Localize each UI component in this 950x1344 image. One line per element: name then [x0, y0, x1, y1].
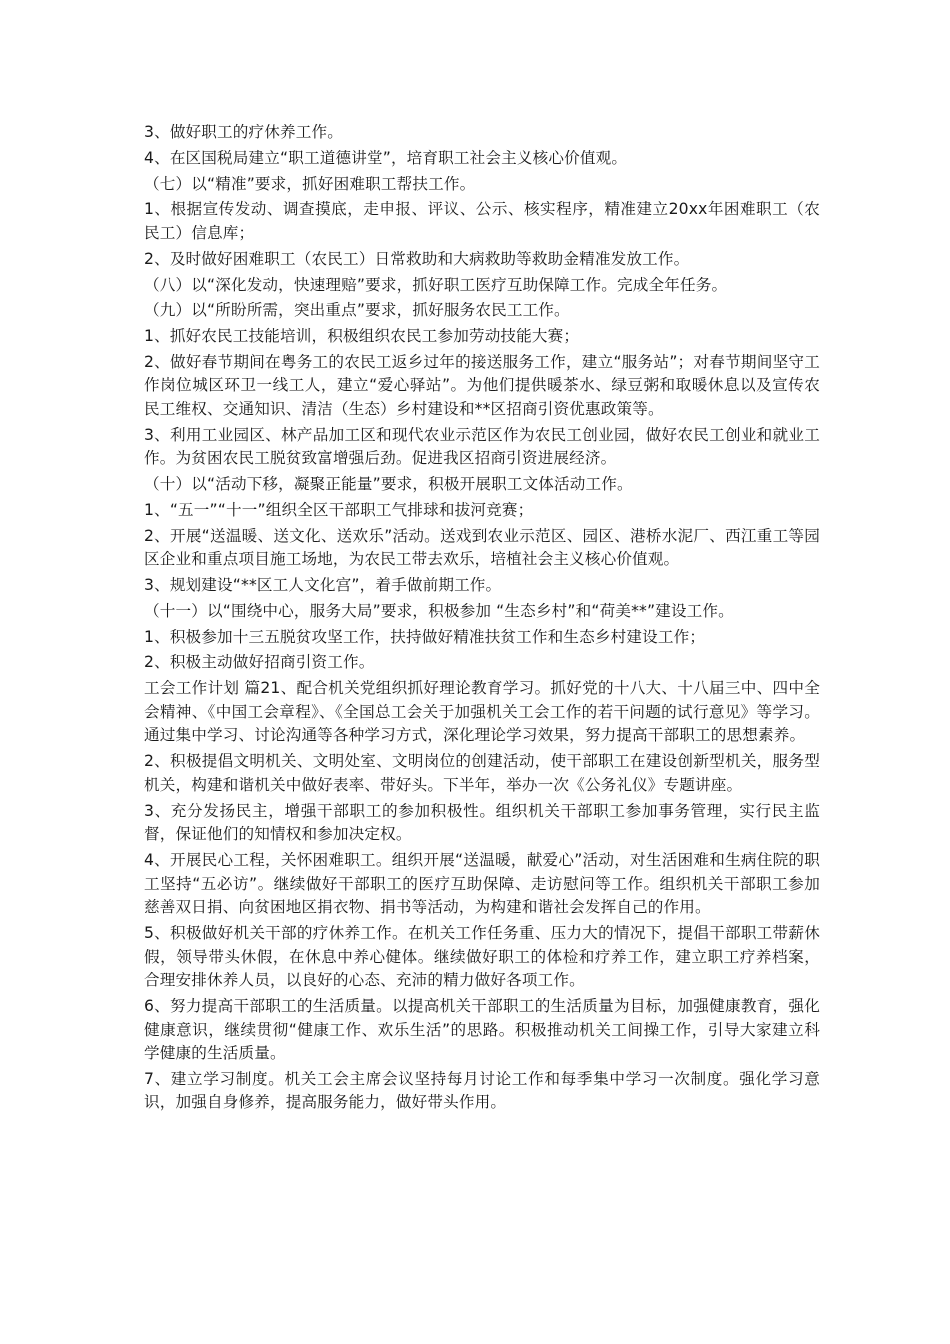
section-heading: （十一）以“围绕中心，服务大局”要求，积极参加 “生态乡村”和“荷美**”建设工作。 — [144, 601, 734, 620]
paragraph: 3、充分发扬民主，增强干部职工的参加积极性。组织机关干部职工参加事务管理，实行民主监督，保证他们的知情权和参加决定权。 — [144, 801, 820, 844]
paragraph: 1、根据宣传发动、调查摸底，走申报、评议、公示、核实程序，精准建立20xx年困难职工（农民工）信息库； — [144, 200, 820, 242]
paragraph: 2、开展“送温暖、送文化、送欢乐”活动。送戏到农业示范区、园区、港桥水泥厂、西江重工等园区企业和重点项目施工场地，为农民工带去欢乐，培植社会主义核心价值观。 — [144, 526, 820, 569]
paragraph: 3、做好职工的疗休养工作。 — [144, 123, 343, 141]
paragraph: 3、规划建设“**区工人文化宫”，着手做前期工作。 — [144, 576, 502, 595]
paragraph: 2、积极主动做好招商引资工作。 — [144, 653, 375, 672]
paragraph: 6、努力提高干部职工的生活质量。以提高机关干部职工的生活质量为目标，加强健康教育，强化健康意识，继续贯彻“健康工作、欢乐生活”的思路。积极推动机关工间操工作，引导大家建立科学健康的生活质量。 — [144, 996, 820, 1063]
paragraph: 工会工作计划 篇21、配合机关党组织抓好理论教育学习。抓好党的十八大、十八届三中、四中全会精神、《中国工会章程》、《全国总工会关于加强机关工会工作的若干问题的试行意见》等学习。通过集中学习、讨论沟通等各种学习方式，深化理论学习效果，努力提高干部职工的思想素养。 — [144, 679, 820, 745]
paragraph: 2、积极提倡文明机关、文明处室、文明岗位的创建活动，使干部职工在建设创新型机关，服务型机关，构建和谐机关中做好表率、带好头。下半年，举办一次《公务礼仪》专题讲座。 — [144, 752, 820, 794]
section-heading: （八）以“深化发动，快速理赔”要求，抓好职工医疗互助保障工作。完成全年任务。 — [144, 275, 728, 294]
paragraph: 4、在区国税局建立“职工道德讲堂”，培育职工社会主义核心价值观。 — [144, 148, 628, 167]
paragraph: 1、抓好农民工技能培训，积极组织农民工参加劳动技能大赛； — [144, 327, 580, 346]
section-heading: （七）以“精准”要求，抓好困难职工帮扶工作。 — [144, 174, 476, 193]
paragraph: 1、积极参加十三五脱贫攻坚工作，扶持做好精准扶贫工作和生态乡村建设工作； — [144, 627, 706, 646]
section-heading: （十）以“活动下移，凝聚正能量”要求，积极开展职工文体活动工作。 — [144, 475, 633, 494]
paragraph: 1、“五一”“十一”组织全区干部职工气排球和拔河竞赛； — [144, 500, 534, 519]
paragraph: 5、积极做好机关干部的疗休养工作。在机关工作任务重、压力大的情况下，提倡干部职工带薪休假，领导带头休假，在休息中养心健体。继续做好职工的体检和疗养工作，建立职工疗养档案，合理安排休养人员，以良好的心态、充沛的精力做好各项工作。 — [144, 923, 820, 990]
section-heading: （九）以“所盼所需，突出重点”要求，抓好服务农民工工作。 — [144, 301, 570, 320]
paragraph: 3、利用工业园区、林产品加工区和现代农业示范区作为农民工创业园，做好农民工创业和就业工作。为贫困农民工脱贫致富增强后劲。促进我区招商引资进展经济。 — [144, 425, 820, 468]
paragraph: 2、及时做好困难职工（农民工）日常救助和大病救助等救助金精准发放工作。 — [144, 249, 690, 268]
paragraph: 4、开展民心工程，关怀困难职工。组织开展“送温暖，献爱心”活动，对生活困难和生病住院的职工坚持“五必访”。继续做好干部职工的医疗互助保障、走访慰问等工作。组织机关干部职工参加慈善双日捐、向贫困地区捐衣物、捐书等活动，为构建和谐社会发挥自己的作用。 — [144, 850, 820, 917]
paragraph: 2、做好春节期间在粤务工的农民工返乡过年的接送服务工作，建立“服务站”；对春节期间坚守工作岗位城区环卫一线工人，建立“爱心驿站”。为他们提供暖茶水、绿豆粥和取暖休息以及宣传农民工维权、交通知识、清洁（生态）乡村建设和**区招商引资优惠政策等。 — [144, 352, 820, 419]
paragraph: 7、建立学习制度。机关工会主席会议坚持每月讨论工作和每季集中学习一次制度。强化学习意识，加强自身修养，提高服务能力，做好带头作用。 — [144, 1069, 820, 1112]
document-page — [144, 121, 820, 1117]
